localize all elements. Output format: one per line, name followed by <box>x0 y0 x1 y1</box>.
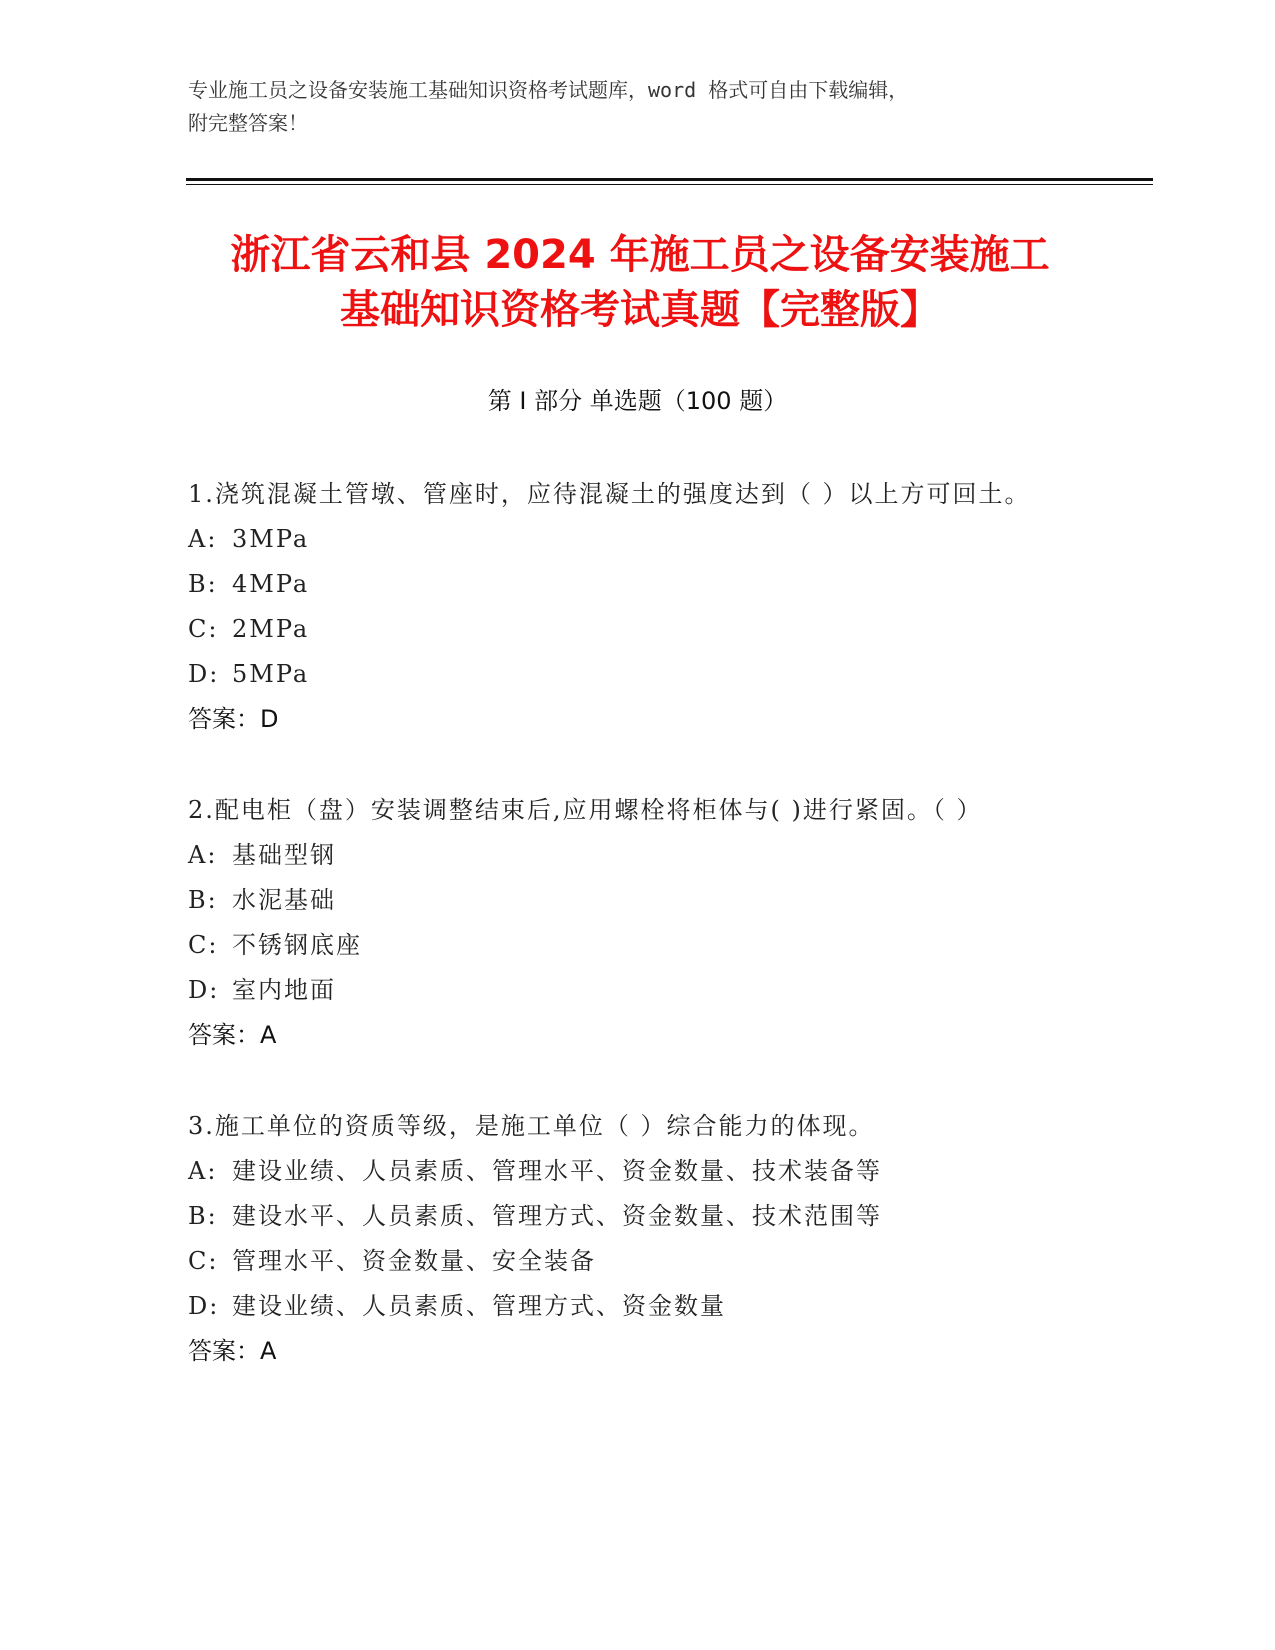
option-d <box>188 652 1088 697</box>
option-d <box>188 1284 1088 1329</box>
section-title: 第 I 部分 单选题（100 题） <box>487 387 788 415</box>
option-c <box>188 1239 1088 1284</box>
option-text: 不锈钢底座 <box>232 931 362 959</box>
answer-label: 答案：A <box>188 1021 277 1049</box>
option-text: 建设水平、人员素质、管理方式、资金数量、技术范围等 <box>232 1202 882 1230</box>
question-list <box>188 472 1088 1420</box>
option-text: 建设业绩、人员素质、管理方式、资金数量 <box>232 1292 726 1320</box>
question-stem: 2.配电柜（盘）安装调整结束后,应用螺栓将柜体与( )进行紧固。（ ） <box>188 796 983 824</box>
header-divider-thin <box>186 184 1153 185</box>
option-letter: D: <box>188 1292 220 1320</box>
document-title-line-1: 浙江省云和县 2024 年施工员之设备安装施工 <box>230 232 1050 278</box>
option-b <box>188 1194 1088 1239</box>
option-letter: C: <box>188 1247 219 1275</box>
option-letter: D: <box>188 976 220 1004</box>
document-title-line-2: 基础知识资格考试真题【完整版】 <box>340 287 940 333</box>
option-c <box>188 923 1088 968</box>
option-c <box>188 607 1088 652</box>
option-text: 室内地面 <box>232 976 336 1004</box>
option-text: 4MPa <box>232 570 310 598</box>
option-letter: D: <box>188 660 220 688</box>
header-divider-thick <box>186 178 1153 181</box>
option-text: 建设业绩、人员素质、管理水平、资金数量、技术装备等 <box>232 1157 882 1185</box>
question-3 <box>188 1104 1088 1374</box>
option-letter: C: <box>188 931 219 959</box>
option-a <box>188 517 1088 562</box>
option-letter: A: <box>188 525 218 553</box>
option-a <box>188 833 1088 878</box>
option-text: 水泥基础 <box>232 886 336 914</box>
option-text: 2MPa <box>232 615 310 643</box>
option-b <box>188 562 1088 607</box>
question-2 <box>188 788 1088 1058</box>
question-1 <box>188 472 1088 742</box>
answer-label: 答案：D <box>188 705 279 733</box>
header-note-line-1: 专业施工员之设备安装施工基础知识资格考试题库，word 格式可自由下载编辑， <box>188 78 909 102</box>
option-d <box>188 968 1088 1013</box>
option-letter: A: <box>188 841 218 869</box>
option-letter: B: <box>188 570 218 598</box>
option-letter: B: <box>188 1202 218 1230</box>
option-letter: C: <box>188 615 219 643</box>
option-text: 3MPa <box>232 525 310 553</box>
header-note <box>188 74 1088 140</box>
question-stem: 1.浇筑混凝土管墩、管座时，应待混凝土的强度达到（ ）以上方可回土。 <box>188 480 1031 508</box>
option-b <box>188 878 1088 923</box>
answer-label: 答案：A <box>188 1337 277 1365</box>
option-text: 5MPa <box>232 660 310 688</box>
option-letter: A: <box>188 1157 218 1185</box>
header-note-line-2: 附完整答案！ <box>188 111 308 135</box>
question-stem: 3.施工单位的资质等级，是施工单位（ ）综合能力的体现。 <box>188 1112 875 1140</box>
option-a <box>188 1149 1088 1194</box>
option-letter: B: <box>188 886 218 914</box>
document-title <box>160 228 1120 338</box>
option-text: 管理水平、资金数量、安全装备 <box>232 1247 596 1275</box>
option-text: 基础型钢 <box>232 841 336 869</box>
